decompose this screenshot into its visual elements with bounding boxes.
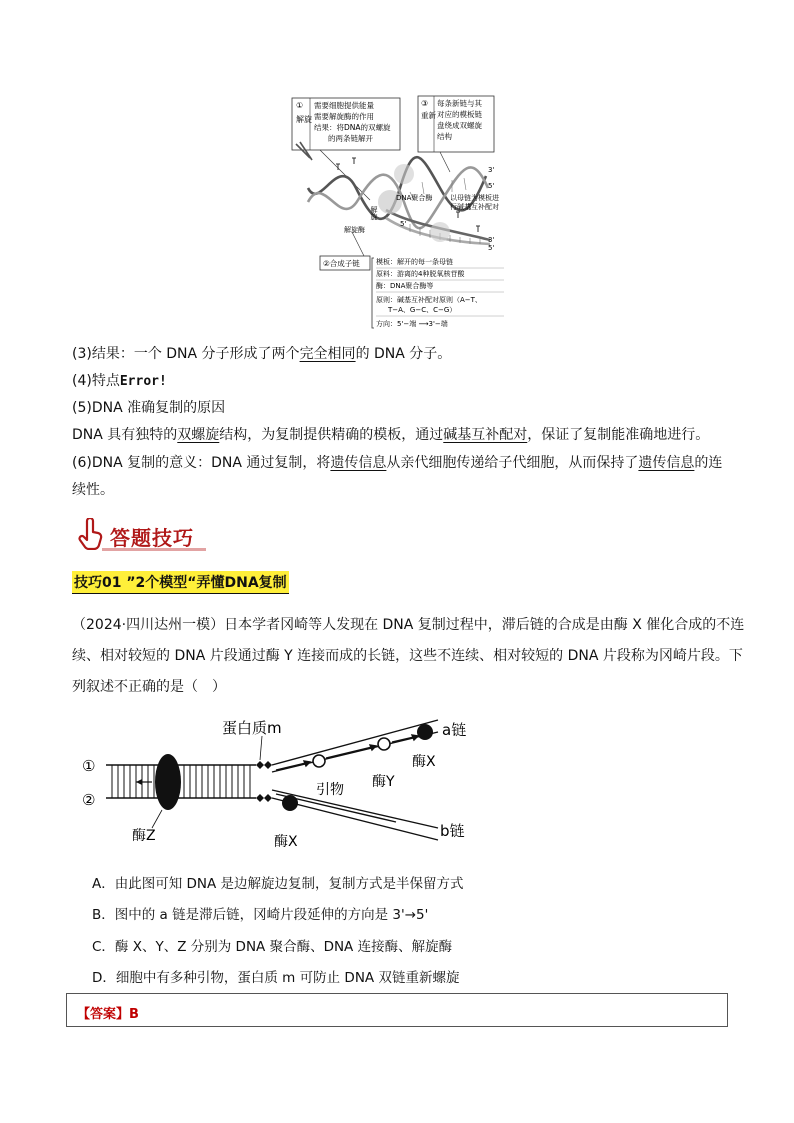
- text: 结构，为复制提供精确的模板，通过: [219, 427, 444, 443]
- text: ，保证了复制能准确地进行。: [527, 427, 710, 443]
- label-dna-polymerase: DNA聚合酶: [396, 194, 433, 202]
- label-3-prime: 3': [488, 236, 495, 244]
- question-line: 续、相对较短的 DNA 片段通过酶 Y 连接而成的长链，这些不连续、相对较短的 DNA 片段称为冈崎片段。下: [72, 648, 743, 664]
- strand-1-label: ①: [82, 757, 96, 775]
- text: 的连: [694, 455, 723, 471]
- paragraph-significance-cont: 续性。: [72, 482, 114, 498]
- protein-m-markers: [256, 761, 272, 802]
- enzyme-x-bottom-label: 酶X: [274, 834, 298, 850]
- okazaki-fragments: [276, 735, 418, 770]
- step1-line: 的两条链解开: [328, 134, 373, 143]
- label-jiexuan: 解旋: [370, 206, 378, 220]
- pointing-hand-icon: [78, 518, 104, 550]
- svg-text:方向：5'−端 ⟶3'−端: 方向：5'−端 ⟶3'−端: [376, 320, 448, 328]
- polymerase-enzyme: [430, 222, 450, 242]
- strand-2-label: ②: [82, 791, 96, 809]
- protein-m-label: 蛋白质m: [222, 719, 282, 737]
- text: DNA 具有独特的: [72, 427, 178, 443]
- enzyme-x-bottom: [282, 795, 298, 811]
- answer-box: [66, 993, 728, 1027]
- enzyme-blob: [394, 164, 414, 184]
- primer-circle: [313, 755, 325, 767]
- enzyme-y-label: 酶Y: [372, 774, 395, 790]
- option-d[interactable]: D．细胞中有多种引物，蛋白质 m 可防止 DNA 双链重新螺旋: [92, 970, 460, 986]
- label-helicase: 解旋酶: [344, 226, 365, 234]
- label-pairing-note: 行碱基互补配对: [450, 203, 499, 211]
- text: 从亲代细胞传递给子代细胞，从而保持了: [386, 455, 639, 471]
- section-title: 答题技巧: [110, 526, 194, 550]
- text: (3)结果：一个 DNA 分子形成了两个: [72, 346, 300, 362]
- step3-line: 对应的模板链: [437, 110, 482, 119]
- text: (6)DNA 复制的意义：DNA 通过复制，将: [72, 455, 331, 471]
- step3-title: 重新: [421, 111, 436, 120]
- label-pairing-note: 以母链为模板进: [450, 194, 499, 202]
- enzyme-x-top: [417, 724, 433, 740]
- paragraph-feature: [72, 371, 167, 392]
- text: (4)特点: [72, 373, 120, 389]
- svg-text:T−A、G−C、C−G）: T−A、G−C、C−G）: [388, 306, 457, 314]
- underlined-term: 双螺旋: [177, 427, 220, 443]
- paragraph-accuracy-heading: (5)DNA 准确复制的原因: [72, 400, 226, 416]
- option-c[interactable]: C．酶 X、Y、Z 分别为 DNA 聚合酶、DNA 连接酶、解旋酶: [92, 939, 453, 955]
- label-5-prime: 5': [488, 244, 495, 252]
- step1-line: 结果：将DNA的双螺旋: [314, 123, 391, 132]
- underlined-term: 遗传信息: [638, 455, 695, 471]
- section-banner: [76, 518, 206, 552]
- tip-title: 技巧01 ”2个模型“弄懂DNA复制: [72, 571, 289, 594]
- step1-line: 需要解旋酶的作用: [314, 112, 374, 121]
- option-b[interactable]: B．图中的 a 链是滞后链，冈崎片段延伸的方向是 3'→5': [92, 907, 429, 923]
- label-5-prime: 5': [488, 182, 495, 190]
- enzyme-x-top-label: 酶X: [412, 754, 436, 770]
- paragraph-accuracy: [72, 425, 709, 445]
- step2-details: [376, 257, 504, 328]
- primer-label: 引物: [316, 782, 344, 798]
- svg-text:酶：DNA聚合酶等: 酶：DNA聚合酶等: [376, 282, 434, 290]
- step3-line: 结构: [437, 132, 452, 141]
- step2-number-title: ②合成子链: [323, 259, 360, 268]
- step1-title: 解旋: [296, 115, 312, 124]
- question-line: （2024·四川达州一模）日本学者冈崎等人发现在 DNA 复制过程中，滞后链的合成是由酶 X 催化合成的不连: [72, 617, 745, 633]
- option-a[interactable]: A．由此图可知 DNA 是边解旋边复制，复制方式是半保留方式: [92, 876, 464, 892]
- base-pair-rungs: [112, 765, 250, 798]
- underlined-term: 完全相同: [299, 346, 356, 362]
- a-chain-label: a链: [442, 721, 467, 739]
- dna-replication-figure: [290, 92, 506, 336]
- step3-number: ③: [421, 99, 429, 108]
- enzyme-z-label: 酶Z: [132, 828, 156, 844]
- underlined-term: 遗传信息: [330, 455, 387, 471]
- enzyme-z-ellipse: [155, 754, 181, 810]
- step3-line: 每条新链与其: [437, 99, 482, 108]
- paragraph-significance: [72, 453, 722, 473]
- label-3-prime: 3': [488, 166, 495, 174]
- svg-text:原则：碱基互补配对原则（A−T、: 原则：碱基互补配对原则（A−T、: [376, 296, 482, 304]
- svg-text:模板：解开的每一条母链: 模板：解开的每一条母链: [376, 258, 453, 266]
- text: 的 DNA 分子。: [355, 346, 452, 362]
- step3-line: 盘绕成双螺旋: [437, 121, 482, 130]
- paragraph-result: [72, 344, 451, 364]
- b-chain-label: b链: [440, 822, 465, 840]
- svg-text:原料：游离的4种脱氧核苷酸: 原料：游离的4种脱氧核苷酸: [376, 270, 465, 278]
- primer-circle: [378, 738, 390, 750]
- question-line: 列叙述不正确的是（ ）: [72, 679, 226, 695]
- label-5-prime: 5': [400, 220, 407, 228]
- answer-label: 【答案】B: [77, 1007, 139, 1022]
- error-text: Error!: [119, 374, 167, 389]
- replication-fork-figure: [76, 710, 476, 860]
- step1-number: ①: [296, 101, 304, 110]
- underlined-term: 碱基互补配对: [443, 427, 528, 443]
- step1-line: 需要细胞提供能量: [314, 101, 374, 110]
